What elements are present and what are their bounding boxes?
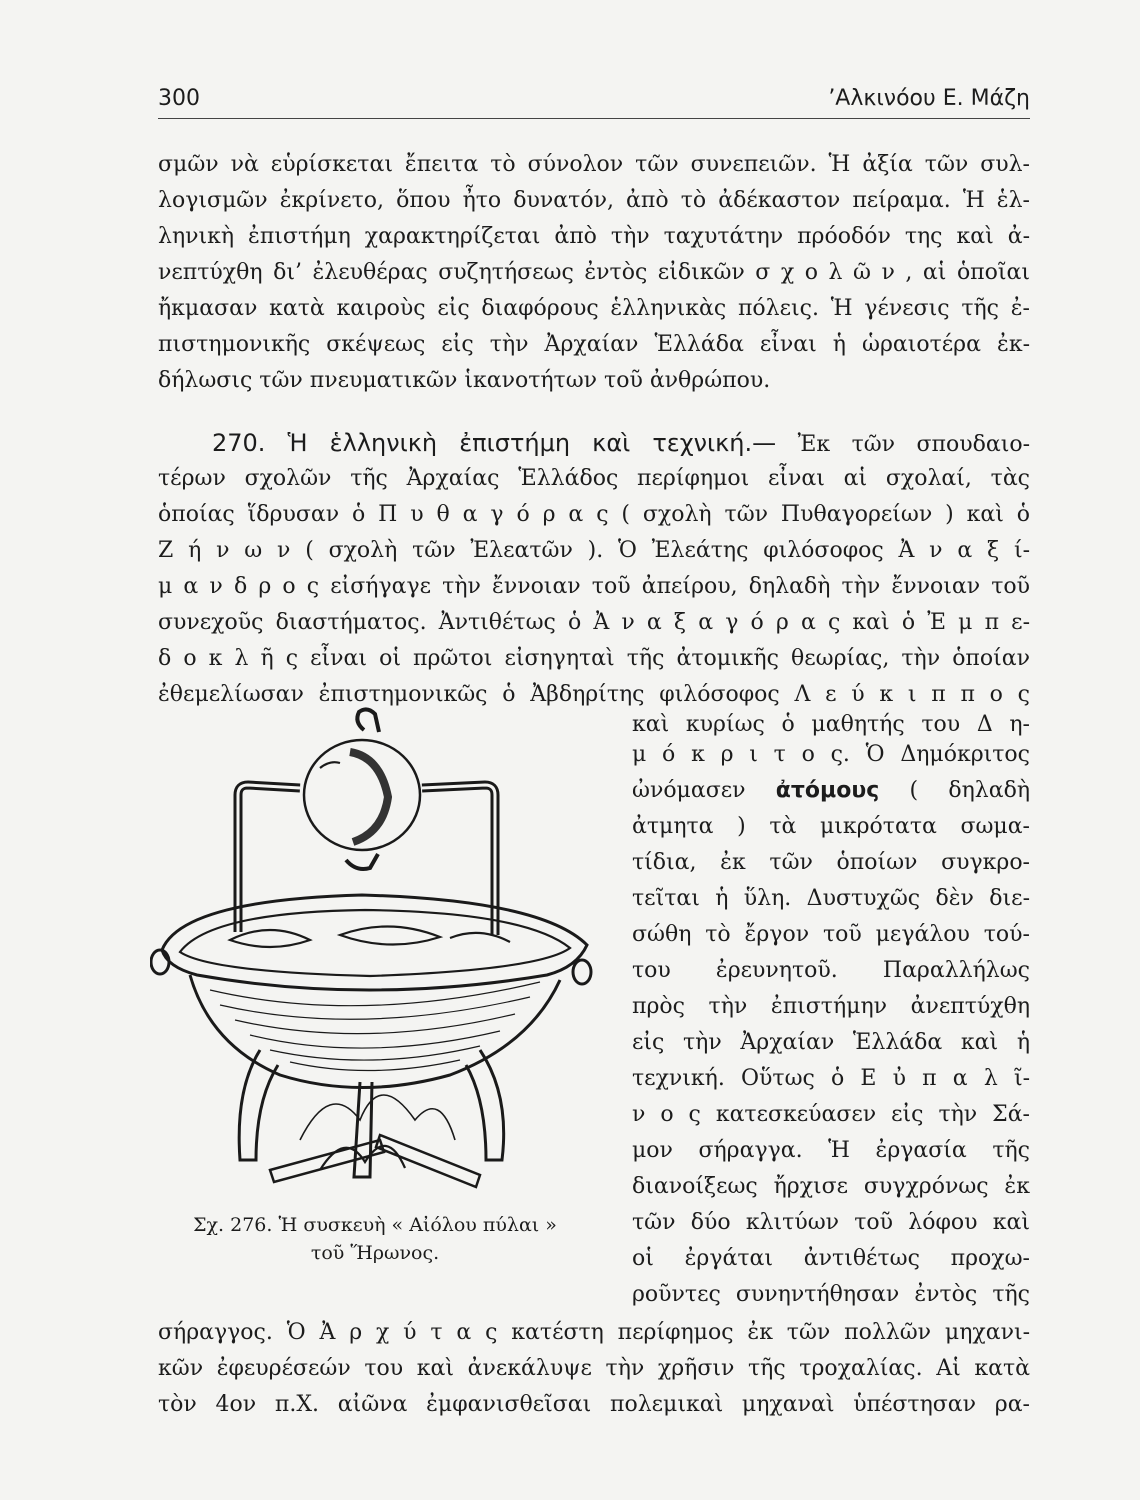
text-line: δ ο κ λ ῆ ς εἶναι οἱ πρῶτοι εἰσηγηταὶ τῆς ἀτομικῆς θεωρίας, τὴν ὁποίαν (158, 646, 1030, 671)
text-line: τέρων σχολῶν τῆς Ἀρχαίας Ἑλλάδος περίφημοι εἶναι αἱ σχολαί, τὰς (158, 466, 1030, 491)
text-line: λογισμῶν ἐκρίνετο, ὅπου ἦτο δυνατόν, ἀπὸ τὸ ἀδέκαστον πείραμα. Ἡ ἑλ- (158, 188, 1030, 213)
column-line: τῶν δύο κλιτύων τοῦ λόφου καὶ (632, 1210, 1030, 1235)
column-line: τίδια, ἐκ τῶν ὁποίων συγκρο- (632, 850, 1030, 875)
section-heading-continuation: Ἐκ τῶν σπουδαιο- (776, 432, 1030, 457)
column-line: οἱ ἐργάται ἀντιθέτως προχω- (632, 1246, 1030, 1271)
atomous-bold: ἀτόμους (775, 778, 880, 803)
text-line: νεπτύχθη δι’ ἐλευθέρας συζητήσεως ἐντὸς εἰδικῶν σ χ ο λ ῶ ν , αἱ ὁποῖαι (158, 260, 1030, 285)
column-line: του ἐρευνητοῦ. Παραλλήλως (632, 958, 1030, 983)
column-line: μ ό κ ρ ι τ ο ς. Ὁ Δημόκριτος (632, 742, 1030, 767)
column-line: ροῦντες συνηντήθησαν ἐντὸς τῆς (632, 1282, 1030, 1307)
column-line: τεῖται ἡ ὕλη. Δυστυχῶς δὲν διε- (632, 886, 1030, 911)
column-line: εἰς τὴν Ἀρχαίαν Ἑλλάδα καὶ ἡ (632, 1030, 1030, 1055)
figure-caption-line2: τοῦ Ἥρωνος. (310, 1242, 440, 1264)
column-line: διανοίξεως ἤρχισε συγχρόνως ἐκ (632, 1174, 1030, 1199)
figure-caption: Σχ. 276. Ἡ συσκευὴ « Αἰόλου πύλαι » (193, 1214, 557, 1236)
aeolipile-illustration (150, 700, 610, 1210)
column-line: σώθη τὸ ἔργον τοῦ μεγάλου τού- (632, 922, 1030, 947)
running-header (158, 86, 1030, 118)
column-line: πρὸς τὴν ἐπιστήμην ἀνεπτύχθη (632, 994, 1030, 1019)
column-line: καὶ κυρίως ὁ μαθητής του Δ η- (632, 712, 1030, 737)
text-line: κῶν ἐφευρέσεών του καὶ ἀνεκάλυψε τὴν χρῆσιν τῆς τροχαλίας. Αἱ κατὰ (158, 1356, 1030, 1381)
text-line: ληνικὴ ἐπιστήμη χαρακτηρίζεται ἀπὸ τὴν ταχυτάτην πρόοδόν της καὶ ἀ- (158, 224, 1030, 249)
section-heading-line (212, 428, 1030, 460)
header-rule (158, 118, 1030, 119)
column-line: ἀτμητα ) τὰ μικρότατα σωμα- (632, 814, 1030, 839)
text-line: σμῶν νὰ εὑρίσκεται ἔπειτα τὸ σύνολον τῶν συνεπειῶν. Ἡ ἀξία τῶν συλ- (158, 152, 1030, 177)
column-line: ν ο ς κατεσκεύασεν εἰς τὴν Σά- (632, 1102, 1030, 1127)
text-line: ἤκμασαν κατὰ καιροὺς εἰς διαφόρους ἑλληνικὰς πόλεις. Ἡ γένεσις τῆς ἐ- (158, 296, 1030, 321)
column-line (632, 776, 1030, 806)
text-line: Ζ ή ν ω ν ( σχολὴ τῶν Ἐλεατῶν ). Ὁ Ἐλεάτης φιλόσοφος Ἀ ν α ξ ί- (158, 538, 1030, 563)
column-line: μον σήραγγα. Ἡ ἐργασία τῆς (632, 1138, 1030, 1163)
section-heading: 270. Ἡ ἑλληνικὴ ἐπιστήμη καὶ τεχνική.— (212, 429, 777, 457)
text-line: τὸν 4ον π.Χ. αἰῶνα ἐμφανισθεῖσαι πολεμικαὶ μηχαναὶ ὑπέστησαν ρα- (158, 1392, 1030, 1417)
column-line-start: ὠνόμασεν (632, 778, 746, 803)
text-line: συνεχοῦς διαστήματος. Ἀντιθέτως ὁ Ἀ ν α ξ α γ ό ρ α ς καὶ ὁ Ἐ μ π ε- (158, 610, 1030, 635)
text-line: μ α ν δ ρ ο ς εἰσήγαγε τὴν ἔννοιαν τοῦ ἀπείρου, δηλαδὴ τὴν ἔννοιαν τοῦ (158, 574, 1030, 599)
page-number: 300 (158, 86, 200, 111)
column-line: τεχνική. Οὕτως ὁ Ε ὐ π α λ ῖ- (632, 1066, 1030, 1091)
text-line: δήλωσις τῶν πνευματικῶν ἱκανοτήτων τοῦ ἀνθρώπου. (158, 368, 771, 393)
text-line: πιστημονικῆς σκέψεως εἰς τὴν Ἀρχαίαν Ἑλλάδα εἶναι ἡ ὡραιοτέρα ἐκ- (158, 332, 1030, 357)
text-line: ἐθεμελίωσαν ἐπιστημονικῶς ὁ Ἀβδηρίτης φιλόσοφος Λ ε ύ κ ι π π ο ς (158, 682, 1030, 707)
running-head-author: ’Αλκινόου Ε. Μάζη (828, 86, 1030, 111)
text-line: ὁποίας ἵδρυσαν ὁ Π υ θ α γ ό ρ α ς ( σχολὴ τῶν Πυθαγορείων ) καὶ ὁ (158, 502, 1030, 527)
text-line: σήραγγος. Ὁ Ἀ ρ χ ύ τ α ς κατέστη περίφημος ἐκ τῶν πολλῶν μηχανι- (158, 1320, 1030, 1345)
column-line-end: ( δηλαδὴ (909, 778, 1031, 803)
